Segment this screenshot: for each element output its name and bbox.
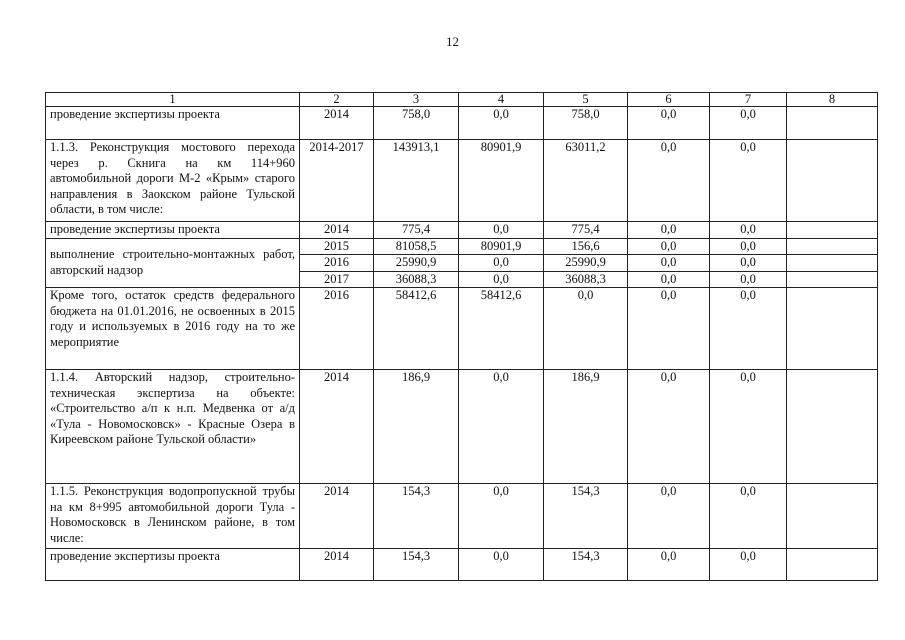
value-cell: 0,0 (710, 288, 787, 370)
column-header: 6 (628, 93, 710, 107)
value-cell (787, 140, 878, 222)
budget-table (45, 92, 878, 581)
column-header: 4 (459, 93, 544, 107)
value-cell: 80901,9 (459, 238, 544, 255)
value-cell: 0,0 (459, 255, 544, 272)
value-cell: 775,4 (544, 222, 628, 239)
year-cell: 2014 (300, 222, 374, 239)
value-cell: 156,6 (544, 238, 628, 255)
value-cell (787, 107, 878, 140)
value-cell (787, 222, 878, 239)
value-cell: 58412,6 (374, 288, 459, 370)
table-row (46, 370, 878, 484)
column-header: 1 (46, 93, 300, 107)
value-cell: 63011,2 (544, 140, 628, 222)
value-cell: 0,0 (628, 140, 710, 222)
value-cell: 58412,6 (459, 288, 544, 370)
page-number: 12 (446, 34, 459, 49)
value-cell: 36088,3 (544, 271, 628, 288)
table-row (46, 140, 878, 222)
row-description: 1.1.5. Реконструкция водопропускной трубы на км 8+995 автомобильной дороги Тула - Новомосковск в Ленинском районе, в том числе: (46, 484, 300, 549)
value-cell: 0,0 (628, 370, 710, 484)
value-cell: 154,3 (544, 549, 628, 581)
table-row (46, 222, 878, 239)
value-cell (787, 271, 878, 288)
value-cell: 0,0 (628, 288, 710, 370)
value-cell: 0,0 (710, 370, 787, 484)
value-cell: 186,9 (544, 370, 628, 484)
value-cell: 36088,3 (374, 271, 459, 288)
value-cell: 0,0 (628, 271, 710, 288)
value-cell: 81058,5 (374, 238, 459, 255)
value-cell: 0,0 (710, 238, 787, 255)
row-description: 1.1.4. Авторский надзор, строительно-техническая экспертиза на объекте: «Строительство а/п к н.п. Медвенка от а/д «Тула - Новомосковск» - Красные Озера в Киреевском районе Тульской области» (46, 370, 300, 484)
year-cell: 2015 (300, 238, 374, 255)
value-cell (787, 288, 878, 370)
value-cell: 25990,9 (544, 255, 628, 272)
year-cell: 2014-2017 (300, 140, 374, 222)
value-cell: 0,0 (459, 370, 544, 484)
value-cell: 143913,1 (374, 140, 459, 222)
value-cell: 0,0 (710, 255, 787, 272)
value-cell: 0,0 (459, 271, 544, 288)
value-cell (787, 255, 878, 272)
value-cell (787, 370, 878, 484)
value-cell: 0,0 (459, 549, 544, 581)
table-row (46, 288, 878, 370)
value-cell: 0,0 (710, 549, 787, 581)
column-header: 7 (710, 93, 787, 107)
value-cell: 0,0 (710, 484, 787, 549)
year-cell: 2017 (300, 271, 374, 288)
value-cell: 0,0 (628, 484, 710, 549)
value-cell: 80901,9 (459, 140, 544, 222)
value-cell: 0,0 (628, 107, 710, 140)
value-cell: 758,0 (374, 107, 459, 140)
value-cell (787, 484, 878, 549)
column-header: 8 (787, 93, 878, 107)
value-cell: 154,3 (374, 484, 459, 549)
column-header: 5 (544, 93, 628, 107)
value-cell: 0,0 (710, 140, 787, 222)
value-cell: 0,0 (710, 222, 787, 239)
value-cell: 0,0 (628, 549, 710, 581)
year-cell: 2014 (300, 484, 374, 549)
table-row (46, 107, 878, 140)
table-row (46, 238, 878, 255)
value-cell: 0,0 (710, 107, 787, 140)
value-cell (787, 238, 878, 255)
value-cell: 186,9 (374, 370, 459, 484)
header-row (46, 93, 878, 107)
year-cell: 2014 (300, 370, 374, 484)
value-cell: 0,0 (710, 271, 787, 288)
value-cell: 154,3 (544, 484, 628, 549)
table-row (46, 484, 878, 549)
value-cell (787, 549, 878, 581)
row-description: выполнение строительно-монтажных работ, авторский надзор (46, 238, 300, 288)
table-row (46, 549, 878, 581)
value-cell: 0,0 (628, 255, 710, 272)
value-cell: 758,0 (544, 107, 628, 140)
value-cell: 0,0 (544, 288, 628, 370)
row-description: проведение экспертизы проекта (46, 222, 300, 239)
value-cell: 0,0 (459, 107, 544, 140)
value-cell: 0,0 (459, 222, 544, 239)
value-cell: 775,4 (374, 222, 459, 239)
value-cell: 0,0 (628, 238, 710, 255)
year-cell: 2014 (300, 107, 374, 140)
year-cell: 2014 (300, 549, 374, 581)
column-header: 2 (300, 93, 374, 107)
row-description: проведение экспертизы проекта (46, 549, 300, 581)
row-description: проведение экспертизы проекта (46, 107, 300, 140)
value-cell: 154,3 (374, 549, 459, 581)
year-cell: 2016 (300, 288, 374, 370)
row-description: Кроме того, остаток средств федерального бюджета на 01.01.2016, не освоенных в 2015 году и используемых в 2016 году на то же мероприятие (46, 288, 300, 370)
year-cell: 2016 (300, 255, 374, 272)
value-cell: 0,0 (628, 222, 710, 239)
value-cell: 0,0 (459, 484, 544, 549)
column-header: 3 (374, 93, 459, 107)
value-cell: 25990,9 (374, 255, 459, 272)
row-description: 1.1.3. Реконструкция мостового перехода через р. Скнига на км 114+960 автомобильной дороги М-2 «Крым» старого направления в Заокском районе Тульской области, в том числе: (46, 140, 300, 222)
